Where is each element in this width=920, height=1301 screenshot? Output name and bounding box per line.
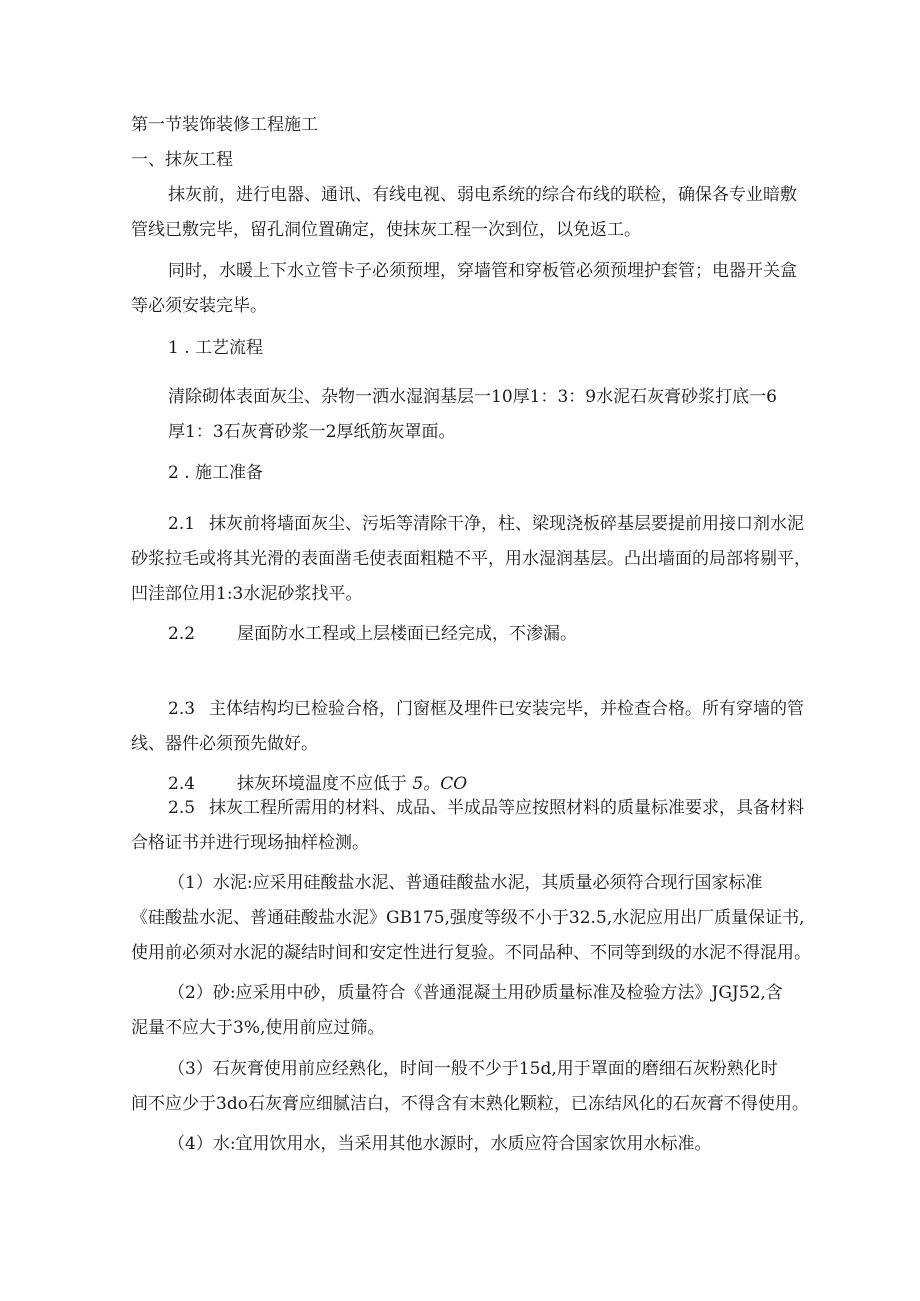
- item-line: [0, 617, 920, 652]
- item-line: 凹洼部位用1:3水泥砂浆找平。: [131, 584, 363, 604]
- paragraph-line: 管线已敷完毕，留孔洞位置确定，使抹灰工程一次到位，以免返工。: [131, 220, 641, 240]
- item-text: 抹灰前将墙面灰尘、污垢等清除干净，柱、梁现浇板碎基层要提前用接口剂水泥: [209, 514, 805, 534]
- intro-paragraph-2: [0, 254, 920, 324]
- paragraph-line: 抹灰前，进行电器、通讯、有线电视、弱电系统的综合布线的联检，确保各专业暗敷: [168, 185, 797, 205]
- prep-heading-block: [0, 456, 920, 491]
- prep-item-2-1: [0, 507, 920, 612]
- material-lime-paste: [0, 1052, 920, 1122]
- material-line: （4）水:宜用饮用水，当采用其他水源时，水质应符合国家饮用水标准。: [168, 1134, 712, 1154]
- paragraph-line: 等必须安装完毕。: [131, 296, 267, 316]
- intro-paragraph-1: [0, 178, 920, 248]
- section-title-block: [0, 108, 920, 143]
- material-line: （2）砂:应采用中砂，质量符合《普通混凝土用砂质量标准及检验方法》JGJ52,含: [168, 983, 783, 1003]
- process-flow-paragraph: [0, 380, 920, 450]
- prep-item-2-3: [0, 692, 920, 762]
- subsection-title: 一、抹灰工程: [131, 150, 233, 170]
- item-line: [0, 692, 920, 727]
- material-line: 间不应少于3do石灰膏应细腻洁白，不得含有末熟化颗粒，已冻结风化的石灰膏不得使用。: [131, 1094, 809, 1114]
- material-line: 泥量不应大于3%,使用前应过筛。: [131, 1018, 385, 1038]
- item-line: [0, 791, 920, 826]
- item-line: [0, 507, 920, 542]
- paragraph-line: 清除砌体表面灰尘、杂物一洒水湿润基层一10厚1：3：9水泥石灰膏砂浆打底一6: [168, 387, 777, 407]
- item-line: 线、器件必须预先做好。: [131, 734, 318, 754]
- prep-item-2-5: [0, 791, 920, 861]
- item-number: 2.1: [168, 514, 196, 534]
- material-line: 使用前必须对水泥的凝结时间和安定性进行复验。不同品种、不同等到级的水泥不得混用。: [131, 943, 811, 963]
- item-text: 主体结构均已检验合格，门窗框及埋件已安装完毕，并检查合格。所有穿墙的管: [209, 699, 805, 719]
- section-title: 第一节装饰装修工程施工: [131, 115, 318, 135]
- material-line: （1）水泥:应采用硅酸盐水泥、普通硅酸盐水泥，其质量必须符合现行国家标准: [168, 873, 763, 893]
- item-text: 屋面防水工程或上层楼面已经完成，不渗漏。: [237, 624, 578, 644]
- paragraph-line: 厚1：3石灰膏砂浆一2厚纸筋灰罩面。: [168, 422, 456, 442]
- item-number: 2.5: [168, 798, 196, 818]
- temperature-value: 5。CO: [412, 774, 468, 794]
- subsection-title-block: [0, 143, 920, 178]
- material-line: （3）石灰膏使用前应经熟化，时间一般不少于15d,用于罩面的磨细石灰粉熟化时: [168, 1059, 778, 1079]
- item-line: 砂浆拉毛或将其光滑的表面凿毛使表面粗糙不平，用水湿润基层。凸出墙面的局部将剔平，: [131, 549, 811, 569]
- prep-item-2-2: [0, 617, 920, 652]
- paragraph-line: 同时，水暖上下水立管卡子必须预埋，穿墙管和穿板管必须预埋护套管；电器开关盒: [168, 261, 797, 281]
- item-number: 2.2: [168, 624, 196, 644]
- process-heading: 1 . 工艺流程: [168, 338, 264, 358]
- material-sand: [0, 976, 920, 1046]
- item-number: 2.4: [168, 774, 196, 794]
- prep-heading: 2 . 施工准备: [168, 463, 264, 483]
- material-water: [0, 1127, 920, 1162]
- material-line: 《硅酸盐水泥、普通硅酸盐水泥》GB175,强度等级不小于32.5,水泥应用出厂质量保证书,: [131, 908, 805, 928]
- process-heading-block: [0, 331, 920, 366]
- item-text: 抹灰工程所需用的材料、成品、半成品等应按照材料的质量标准要求，具备材料: [209, 798, 805, 818]
- material-cement: [0, 866, 920, 971]
- item-number: 2.3: [168, 699, 196, 719]
- item-line: 合格证书并进行现场抽样检测。: [131, 833, 369, 853]
- item-text: 抹灰环境温度不应低于: [237, 774, 408, 794]
